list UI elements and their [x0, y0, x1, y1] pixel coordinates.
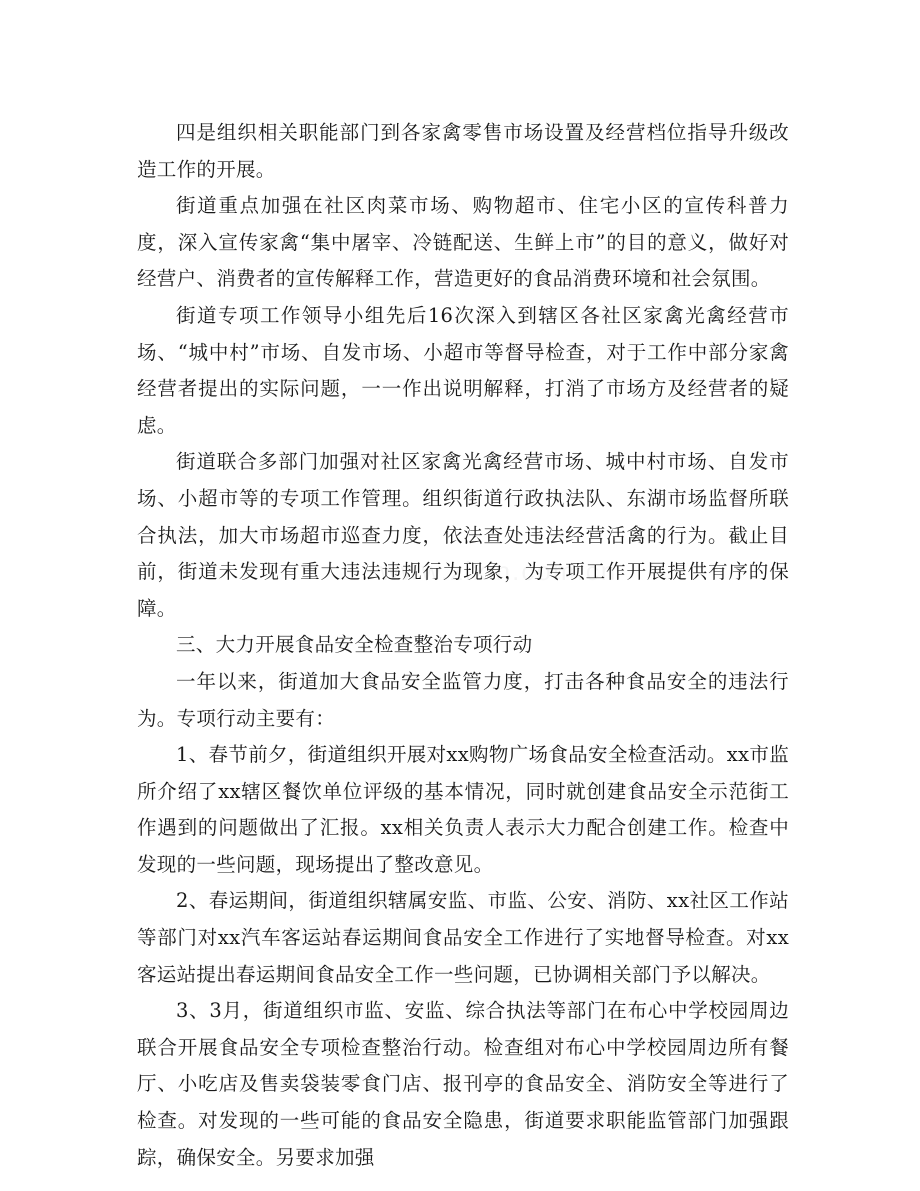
paragraph-6: 1、春节前夕，街道组织开展对xx购物广场食品安全检查活动。xx市监所介绍了xx辖区餐饮单位评级的基本情况，同时就创建食品安全示范街工作遇到的问题做出了汇报。xx相关负责人表示大力配合创建工作。检查中发现的一些问题，现场提出了整改意见。: [137, 743, 789, 876]
paragraph-3: 街道专项工作领导小组先后16次深入到辖区各社区家禽光禽经营市场、“城中村”市场、自发市场、小超市等督导检查，对于工作中部分家禽经营者提出的实际问题，一一作出说明解释，打消了市场方及经营者的疑虑。: [137, 303, 789, 437]
document-body: [137, 115, 789, 1176]
paragraph-7: 2、春运期间，街道组织辖属安监、市监、公安、消防、xx社区工作站等部门对xx汽车客运站春运期间食品安全工作进行了实地督导检查。对xx客运站提出春运期间食品安全工作一些问题，已协调相关部门予以解决。: [137, 889, 789, 986]
paragraph-8: 3、3月，街道组织市监、安监、综合执法等部门在布心中学校园周边联合开展食品安全专项检查整治行动。检查组对布心中学校园周边所有餐厅、小吃店及售卖袋装零食门店、报刊亭的食品安全、消防安全等进行了检查。对发现的一些可能的食品安全隐患，街道要求职能监管部门加强跟踪，确保安全。另要求加强: [137, 999, 789, 1169]
paragraph-5: 一年以来，街道加大食品安全监管力度，打击各种食品安全的违法行为。专项行动主要有：: [137, 669, 789, 730]
paragraph-2: 街道重点加强在社区肉菜市场、购物超市、住宅小区的宣传科普力度，深入宣传家禽“集中屠宰、冷链配送、生鲜上市”的目的意义，做好对经营户、消费者的宣传解释工作，营造更好的食品消费环境和社会氛围。: [137, 194, 789, 291]
paragraph-1: 四是组织相关职能部门到各家禽零售市场设置及经营档位指导升级改造工作的开展。: [137, 121, 789, 181]
section-heading: 三、大力开展食品安全检查整治专项行动: [176, 633, 533, 657]
paragraph-4: 街道联合多部门加强对社区家禽光禽经营市场、城中村市场、自发市场、小超市等的专项工作管理。组织街道行政执法队、东湖市场监督所联合执法，加大市场超市巡查力度，依法查处违法经营活禽的行为。截止目前，街道未发现有重大违法违规行为现象，为专项工作开展提供有序的保障。: [137, 450, 789, 620]
